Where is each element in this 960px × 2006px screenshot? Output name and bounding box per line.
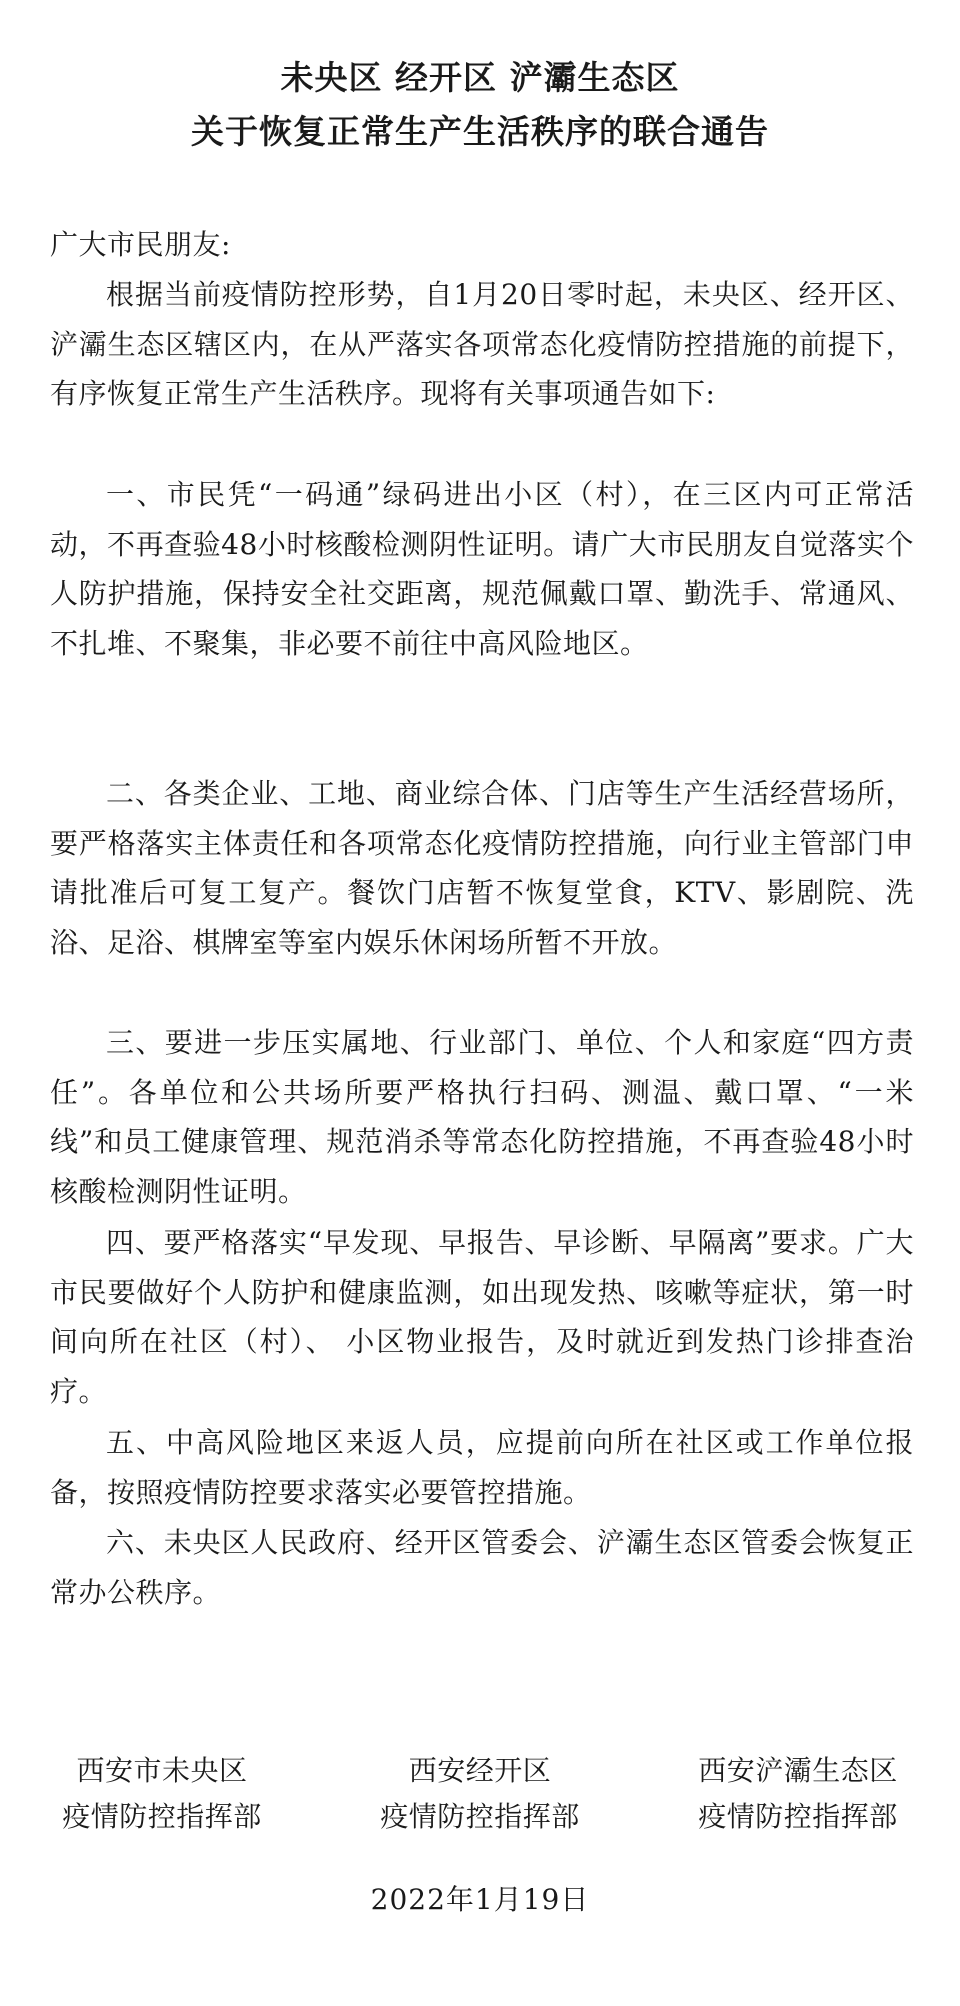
salutation: 广大市民朋友:	[50, 228, 231, 261]
signature-jingkai	[340, 1748, 620, 1840]
signature-org: 西安浐灞生态区	[698, 1754, 898, 1787]
document-title-line1: 未央区 经开区 浐灞生态区	[280, 58, 680, 97]
signature-weiyang	[22, 1748, 302, 1840]
notice-item-1: 一、市民凭“一码通”绿码进出小区（村），在三区内可正常活动，不再查验48小时核酸检测阴性证明。请广大市民朋友自觉落实个人防护措施，保持安全社交距离，规范佩戴口罩、勤洗手、常通风、不扎堆、不聚集，非必要不前往中高风险地区。	[50, 478, 914, 660]
notice-item-4: 四、要严格落实“早发现、早报告、早诊断、早隔离”要求。广大市民要做好个人防护和健康监测，如出现发热、咳嗽等症状，第一时间向所在社区（村）、 小区物业报告，及时就近到发热门诊排查治疗。	[50, 1226, 914, 1408]
issue-date: 2022年1月19日	[370, 1883, 590, 1916]
document-title-line2: 关于恢复正常生产生活秩序的联合通告	[191, 112, 769, 151]
signature-org: 西安经开区	[408, 1754, 552, 1787]
signature-chanba	[658, 1748, 938, 1840]
notice-item-2: 二、各类企业、工地、商业综合体、门店等生产生活经营场所，要严格落实主体责任和各项常态化疫情防控措施，向行业主管部门申请批准后可复工复产。餐饮门店暂不恢复堂食，KTV、影剧院、洗浴、足浴、棋牌室等室内娱乐休闲场所暂不开放。	[50, 777, 914, 959]
notice-item-6: 六、未央区人民政府、经开区管委会、浐灞生态区管委会恢复正常办公秩序。	[50, 1526, 914, 1609]
notice-item-3: 三、要进一步压实属地、行业部门、单位、个人和家庭“四方责任”。各单位和公共场所要严格执行扫码、测温、戴口罩、“一米线”和员工健康管理、规范消杀等常态化防控措施，不再查验48小时核酸检测阴性证明。	[50, 1026, 914, 1208]
signature-dept: 疫情防控指挥部	[62, 1800, 262, 1833]
notice-item-5: 五、中高风险地区来返人员，应提前向所在社区或工作单位报备，按照疫情防控要求落实必要管控措施。	[50, 1426, 914, 1509]
signature-dept: 疫情防控指挥部	[380, 1800, 580, 1833]
signature-dept: 疫情防控指挥部	[698, 1800, 898, 1833]
intro-paragraph: 根据当前疫情防控形势，自1月20日零时起，未央区、经开区、浐灞生态区辖区内，在从严落实各项常态化疫情防控措施的前提下，有序恢复正常生产生活秩序。现将有关事项通告如下:	[50, 278, 914, 410]
signature-org: 西安市未央区	[76, 1754, 248, 1787]
